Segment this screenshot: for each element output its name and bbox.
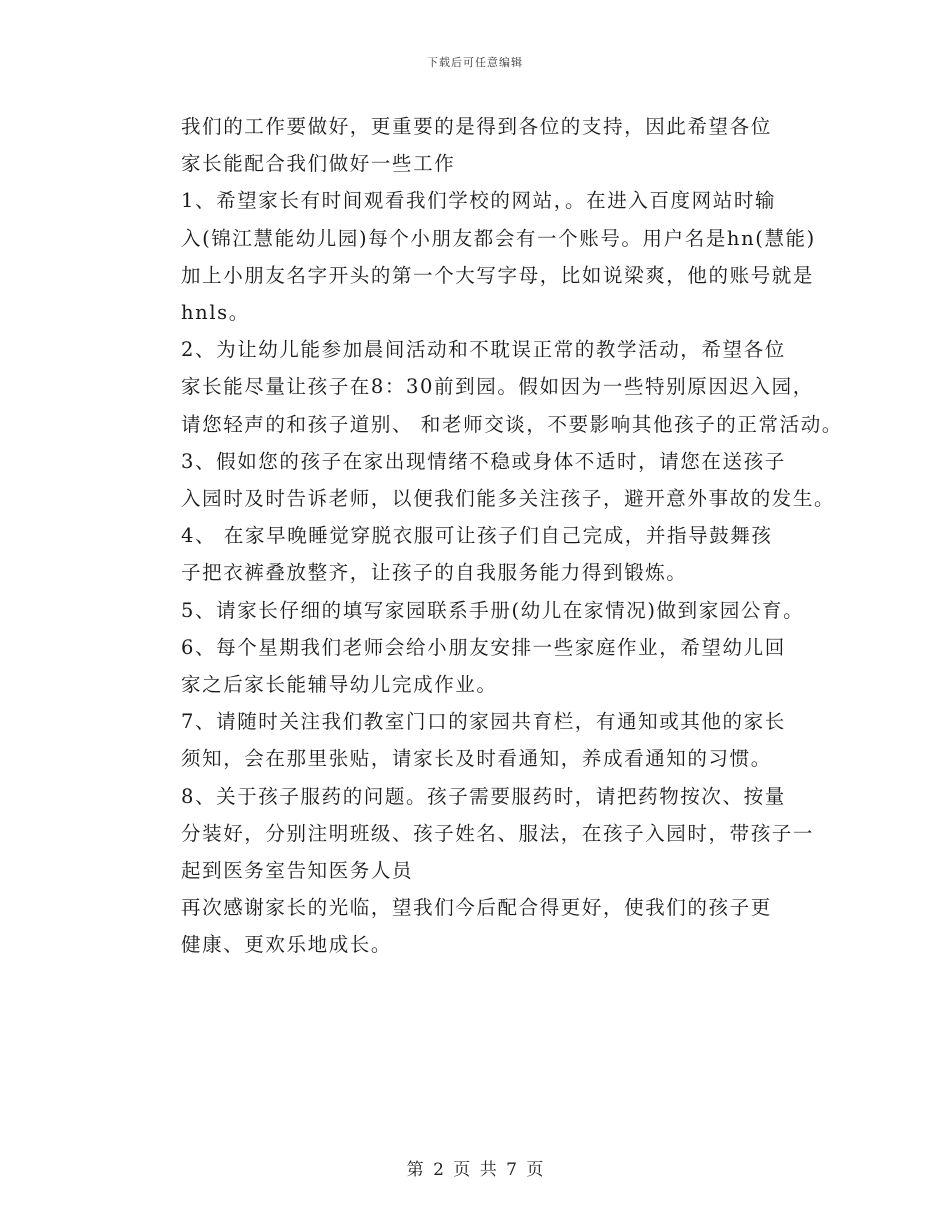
text-line: 5、请家长仔细的填写家园联系手册(幼儿在家情况)做到家园公育。: [181, 598, 805, 622]
paragraph-item-7: [142, 703, 822, 777]
text-line: 8、关于孩子服药的问题。孩子需要服药时，请把药物按次、按量: [181, 784, 786, 808]
page-header-note: 下载后可任意编辑: [427, 56, 523, 69]
text-line: 1、希望家长有时间观看我们学校的网站，。在进入百度网站时输: [181, 189, 777, 213]
page-number: 第 2 页 共 7 页: [406, 1160, 544, 1180]
text-line: 健康、更欢乐地成长。: [181, 933, 393, 957]
paragraph-item-2: [142, 331, 843, 443]
paragraph-closing: [142, 889, 822, 963]
text-line: 家长能配合我们做好一些工作: [181, 152, 456, 176]
text-line: 入(锦江慧能幼儿园)每个小朋友都会有一个账号。用户名是hn(慧能): [181, 226, 816, 250]
text-line: 加上小朋友名字开头的第一个大写字母，比如说梁爽，他的账号就是: [181, 263, 815, 287]
text-line: 家长能尽量让孩子在8：30前到园。假如因为一些特别原因迟入园，: [181, 375, 814, 399]
text-line: 6、每个星期我们老师会给小朋友安排一些家庭作业，希望幼儿回: [181, 635, 786, 659]
text-line: 起到医务室告知医务人员: [181, 859, 414, 883]
text-line: 再次感谢家长的光临，望我们今后配合得更好，使我们的孩子更: [181, 896, 772, 920]
paragraph-item-6: [142, 629, 822, 703]
paragraph-item-1: [142, 182, 822, 331]
paragraph-item-5: [142, 592, 822, 629]
paragraph-item-3: [142, 443, 836, 517]
text-line: 须知，会在那里张贴，请家长及时看通知，养成看通知的习惯。: [181, 747, 772, 771]
paragraph-item-4: [142, 517, 822, 591]
text-line: 我们的工作要做好，更重要的是得到各位的支持，因此希望各位: [181, 115, 772, 138]
text-line: 3、假如您的孩子在家出现情绪不稳或身体不适时，请您在送孩子: [181, 449, 786, 473]
text-line: 子把衣裤叠放整齐，让孩子的自我服务能力得到锻炼。: [181, 561, 688, 585]
paragraph-item-8: [142, 778, 822, 890]
text-line: 分装好，分别注明班级、孩子姓名、服法，在孩子入园时，带孩子一: [181, 821, 815, 845]
text-line: hnls。: [181, 301, 250, 325]
text-line: 7、请随时关注我们教室门口的家园共育栏，有通知或其他的家长: [181, 710, 786, 734]
text-line: 4、 在家早晚睡觉穿脱衣服可让孩子们自己完成，并指导鼓舞孩: [181, 524, 773, 548]
text-line: 请您轻声的和孩子道别、 和老师交谈，不要影响其他孩子的正常活动。: [181, 412, 843, 436]
document-body: [142, 108, 843, 964]
text-line: 入园时及时告诉老师，以便我们能多关注孩子，避开意外事故的发生。: [181, 487, 836, 511]
text-line: 家之后家长能辅导幼儿完成作业。: [181, 673, 498, 697]
paragraph-intro: [142, 108, 822, 182]
text-line: 2、为让幼儿能参加晨间活动和不耽误正常的教学活动，希望各位: [181, 338, 786, 362]
